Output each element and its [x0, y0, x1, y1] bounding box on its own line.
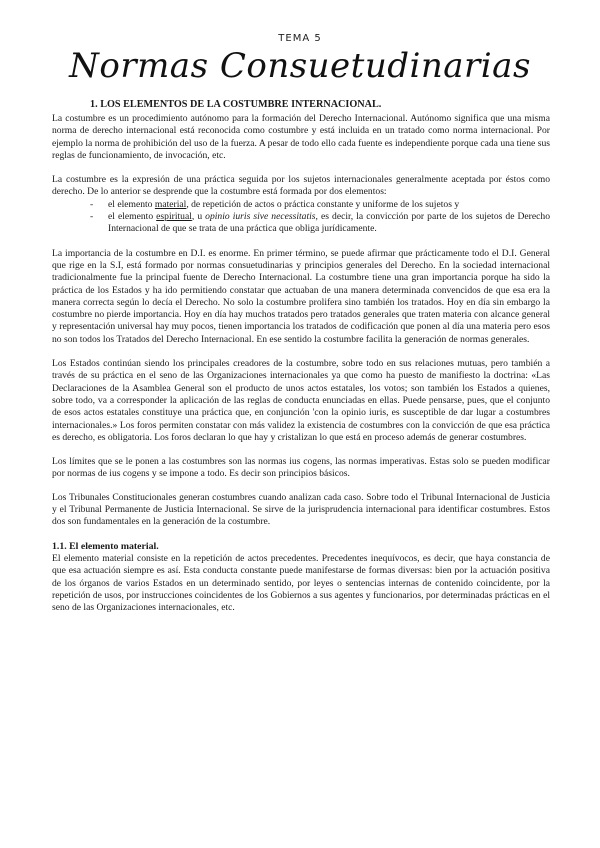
dash-bullet: -: [90, 198, 94, 210]
document-body: [52, 99, 550, 614]
section-heading: 1. LOS ELEMENTOS DE LA COSTUMBRE INTERNACIONAL.: [90, 99, 382, 110]
subsection-heading: 1.1. El elemento material.: [52, 540, 159, 552]
underlined-term: material: [154, 198, 187, 210]
paragraph-material-element: El elemento material consiste en la repetición de actos precedentes. Precedentes inequívocos, es decir, que haya constancia de que esa actuación siempre es así. Esta conducta constante puede manifestarse de formas diversas: bien por la actuación positiva de los órganos de varios Estados en un determinado sentido, por leyes o sentencias internas de contenido coincidente, por la repetición de usos, por instrucciones coincidentes de los Gobiernos a sus agentes y funcionarios, por determinadas prácticas en el seno de las Organizaciones internacionales, etc.: [52, 552, 550, 614]
tema-label: TEMA 5: [278, 33, 322, 44]
dash-bullet: -: [90, 211, 94, 223]
underlined-term: espiritual: [156, 211, 192, 223]
italic-term: opinio iuris sive necessitatis: [205, 211, 316, 223]
elements-list: [52, 199, 550, 236]
paragraph-limits: Los límites que se le ponen a las costumbres son las normas ius cogens, las normas imperativas. Estas solo se pueden modificar por normas de ius cogens y se impone a todo. Es decir son principios básicos.: [52, 456, 550, 480]
paragraph-importance: La importancia de la costumbre en D.I. es enorme. En primer término, se puede afirmar que prácticamente todo el D.I. General que rige en la S.I, está formado por normas consuetudinarias y principios generales del Derecho. En la sociedad internacional tradicionalmente fue la principal fuente de Derecho Internacional. La costumbre tiene una gran importancia porque ha sido la práctica de los Estados y ha ido permitiendo constatar que actuaban de una manera determinada convencidos de que esa era la manera correcta según lo decía el Derecho. No solo la costumbre prolifera sino también los tratados. Hoy en día sin embargo la costumbre no pierde importancia. Hoy en día hay muchos tratados pero tratados generales que traten materia con alcance general y representación universal hay muy pocos, tienen importancia los tratados de codificación que ponen al día una materia pero esos no son todos los Tratados del Derecho Internacional. En ese sentido la costumbre facilita la generación de normas generales.: [52, 247, 550, 345]
paragraph-autonomy: La costumbre es un procedimiento autónomo para la formación del Derecho Internacional. Autónomo significa que una misma norma de derecho internacional está reconocida como costumbre y está incluida en un tratado como norma internacional. Por ejemplo la norma de prohibición del uso de la fuerza. A pesar de todo ello cada fuente es independiente porque cada una tiene sus reglas de funcionamiento, de invocación, etc.: [52, 113, 550, 161]
paragraph-tribunals: Los Tribunales Constitucionales generan costumbres cuando analizan cada caso. Sobre todo el Tribunal Internacional de Justicia y el Tribunal Permanente de Justicia Internacional. Se sirve de la jurisprudencia internacional para identificar costumbres. Estos dos son fundamentales en la generación de la costumbre.: [52, 491, 550, 528]
page-title: Normas Consuetudinarias: [69, 46, 531, 86]
paragraph-definition: La costumbre es la expresión de una práctica seguida por los sujetos internacionales generalmente aceptada por éstos como derecho. De lo anterior se desprende que la costumbre está formada por dos elementos:: [52, 174, 550, 198]
paragraph-states: Los Estados continúan siendo los principales creadores de la costumbre, sobre todo en sus relaciones mutuas, pero también a través de su práctica en el seno de las Organizaciones internacionales ya que como ha puesto de manifiesto la doctrina: «Las Declaraciones de la Asamblea General son el producto de unos actos estatales, los votos; son también los Estados a quienes, sobre todo, va a corresponder la aplicación de las reglas de conducta enunciadas en ellas. Puede pensarse, pues, que el conjunto de esos actos estatales constituye una práctica que, en conjunción 'con la opinio iuris, es susceptible de dar lugar a costumbres internacionales.» Los foros permiten constatar con más validez la existencia de costumbres con la convicción de que esa práctica es derecho, es obligatoria. Los foros declaran lo que hay y cristalizan lo que está en proceso además de generar costumbres.: [52, 358, 550, 443]
list-item-material: - el elemento material, de repetición de actos o práctica constante y uniforme de los sujetos y: [90, 198, 460, 210]
list-item-espiritual: - el elemento espiritual, u opinio iuris sive necessitatis, es decir, la convicción por parte de los sujetos de Derecho Internacional de que se trata de una práctica que obliga jurídicamente.: [90, 211, 550, 235]
